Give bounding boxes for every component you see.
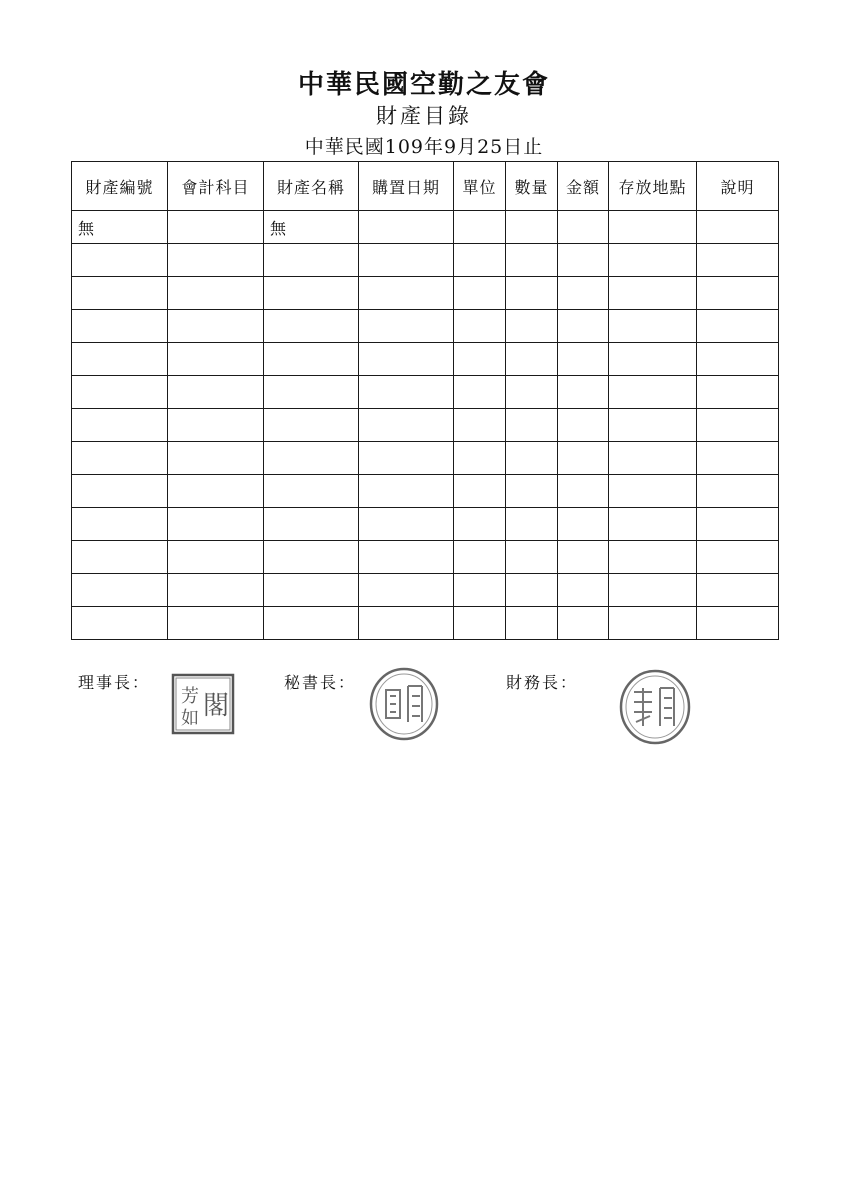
- cell-account-item: [168, 541, 264, 574]
- cell-purchase-date: [359, 211, 454, 244]
- table-row: [72, 409, 779, 442]
- column-header-purchase-date: 購置日期: [359, 162, 454, 211]
- cell-account-item: [168, 607, 264, 640]
- cell-unit: [454, 442, 506, 475]
- cell-storage-location: [609, 244, 697, 277]
- cell-account-item: [168, 508, 264, 541]
- document-title: 中華民國空勤之友會: [297, 70, 550, 100]
- table-row: [72, 442, 779, 475]
- treasurer-label: 財務長：: [506, 673, 579, 692]
- cell-description: [697, 409, 779, 442]
- property-ledger-table: [71, 161, 779, 640]
- cell-storage-location: [609, 508, 697, 541]
- cell-unit: [454, 376, 506, 409]
- cell-quantity: [506, 541, 558, 574]
- cell-unit: [454, 244, 506, 277]
- cell-property-number: [72, 574, 168, 607]
- cell-property-number: [72, 541, 168, 574]
- cell-purchase-date: [359, 376, 454, 409]
- cell-storage-location: [609, 541, 697, 574]
- cell-description: [697, 211, 779, 244]
- document-dateline: 中華民國109年9月25日止: [304, 136, 544, 158]
- cell-purchase-date: [359, 244, 454, 277]
- cell-amount: [558, 541, 609, 574]
- cell-purchase-date: [359, 541, 454, 574]
- cell-account-item: [168, 211, 264, 244]
- cell-purchase-date: [359, 442, 454, 475]
- cell-amount: [558, 574, 609, 607]
- cell-account-item: [168, 376, 264, 409]
- cell-unit: [454, 541, 506, 574]
- cell-quantity: [506, 310, 558, 343]
- column-header-property-number: 財產編號: [72, 162, 168, 211]
- cell-property-name: [264, 574, 359, 607]
- column-header-unit: 單位: [454, 162, 506, 211]
- table-row: [72, 541, 779, 574]
- cell-description: [697, 310, 779, 343]
- cell-property-name: [264, 376, 359, 409]
- cell-storage-location: [609, 442, 697, 475]
- column-header-amount: 金額: [558, 162, 609, 211]
- cell-description: [697, 508, 779, 541]
- secretary-seal-ring: [371, 669, 437, 739]
- cell-property-name: [264, 343, 359, 376]
- cell-description: [697, 574, 779, 607]
- cell-storage-location: [609, 376, 697, 409]
- secretary-seal-inner-ring: [376, 674, 432, 734]
- cell-purchase-date: [359, 607, 454, 640]
- cell-property-name: [264, 607, 359, 640]
- cell-property-number: [72, 277, 168, 310]
- cell-account-item: [168, 343, 264, 376]
- cell-purchase-date: [359, 574, 454, 607]
- cell-description: [697, 541, 779, 574]
- header-row: [72, 162, 779, 211]
- cell-quantity: [506, 211, 558, 244]
- cell-unit: [454, 211, 506, 244]
- cell-description: [697, 475, 779, 508]
- table-row: [72, 574, 779, 607]
- cell-storage-location: [609, 409, 697, 442]
- cell-description: [697, 376, 779, 409]
- cell-property-number: 無: [72, 211, 168, 244]
- cell-property-number: [72, 376, 168, 409]
- cell-account-item: [168, 574, 264, 607]
- cell-purchase-date: [359, 343, 454, 376]
- cell-unit: [454, 607, 506, 640]
- table-row: [72, 376, 779, 409]
- cell-quantity: [506, 475, 558, 508]
- cell-quantity: [506, 574, 558, 607]
- column-header-account-item: 會計科目: [168, 162, 264, 211]
- treasurer-seal-ring: [621, 671, 689, 743]
- cell-property-name: [264, 277, 359, 310]
- cell-quantity: [506, 607, 558, 640]
- cell-property-number: [72, 409, 168, 442]
- table-row: [72, 211, 779, 244]
- cell-purchase-date: [359, 310, 454, 343]
- cell-account-item: [168, 277, 264, 310]
- cell-property-name: [264, 244, 359, 277]
- cell-purchase-date: [359, 277, 454, 310]
- secretary-label: 秘書長：: [284, 673, 357, 692]
- cell-quantity: [506, 376, 558, 409]
- cell-quantity: [506, 244, 558, 277]
- cell-amount: [558, 508, 609, 541]
- chairman-seal-glyph-1: 芳: [181, 686, 199, 707]
- cell-property-name: [264, 475, 359, 508]
- secretary-seal-glyphs: [386, 686, 422, 722]
- cell-property-name: [264, 310, 359, 343]
- cell-amount: [558, 442, 609, 475]
- cell-storage-location: [609, 310, 697, 343]
- cell-amount: [558, 409, 609, 442]
- cell-description: [697, 607, 779, 640]
- cell-purchase-date: [359, 475, 454, 508]
- column-header-description: 說明: [697, 162, 779, 211]
- cell-property-name: [264, 541, 359, 574]
- table-row: [72, 475, 779, 508]
- cell-property-number: [72, 508, 168, 541]
- treasurer-seal: [618, 668, 692, 746]
- chairman-seal: [170, 672, 236, 736]
- chairman-seal-glyph-2: 如: [181, 708, 199, 729]
- cell-storage-location: [609, 475, 697, 508]
- cell-quantity: [506, 508, 558, 541]
- cell-property-name: [264, 508, 359, 541]
- cell-unit: [454, 277, 506, 310]
- cell-account-item: [168, 442, 264, 475]
- ledger-body: [72, 211, 779, 640]
- cell-property-name: 無: [264, 211, 359, 244]
- cell-amount: [558, 211, 609, 244]
- table-row: [72, 244, 779, 277]
- cell-account-item: [168, 310, 264, 343]
- cell-property-name: [264, 442, 359, 475]
- cell-property-number: [72, 310, 168, 343]
- cell-amount: [558, 376, 609, 409]
- table-row: [72, 343, 779, 376]
- chairman-seal-glyph-3: 閣: [202, 691, 230, 721]
- cell-quantity: [506, 277, 558, 310]
- cell-amount: [558, 475, 609, 508]
- secretary-seal: [368, 666, 440, 742]
- cell-amount: [558, 310, 609, 343]
- cell-storage-location: [609, 211, 697, 244]
- chairman-label: 理事長：: [78, 673, 151, 692]
- cell-quantity: [506, 442, 558, 475]
- cell-property-number: [72, 343, 168, 376]
- cell-unit: [454, 508, 506, 541]
- cell-account-item: [168, 409, 264, 442]
- cell-account-item: [168, 475, 264, 508]
- cell-unit: [454, 409, 506, 442]
- cell-unit: [454, 574, 506, 607]
- cell-property-number: [72, 442, 168, 475]
- table-row: [72, 607, 779, 640]
- cell-quantity: [506, 409, 558, 442]
- cell-property-number: [72, 244, 168, 277]
- cell-purchase-date: [359, 409, 454, 442]
- cell-description: [697, 442, 779, 475]
- cell-purchase-date: [359, 508, 454, 541]
- cell-account-item: [168, 244, 264, 277]
- treasurer-seal-inner-ring: [626, 676, 684, 738]
- cell-storage-location: [609, 343, 697, 376]
- column-header-property-name: 財產名稱: [264, 162, 359, 211]
- table-row: [72, 277, 779, 310]
- cell-quantity: [506, 343, 558, 376]
- cell-storage-location: [609, 607, 697, 640]
- cell-property-number: [72, 475, 168, 508]
- cell-amount: [558, 607, 609, 640]
- cell-unit: [454, 475, 506, 508]
- cell-description: [697, 244, 779, 277]
- cell-unit: [454, 343, 506, 376]
- cell-description: [697, 343, 779, 376]
- table-row: [72, 508, 779, 541]
- document-subtitle: 財產目錄: [376, 104, 472, 128]
- cell-amount: [558, 277, 609, 310]
- column-header-storage-location: 存放地點: [609, 162, 697, 211]
- table-row: [72, 310, 779, 343]
- cell-unit: [454, 310, 506, 343]
- cell-property-name: [264, 409, 359, 442]
- treasurer-seal-glyphs: [634, 688, 674, 726]
- cell-amount: [558, 343, 609, 376]
- cell-description: [697, 277, 779, 310]
- cell-amount: [558, 244, 609, 277]
- cell-storage-location: [609, 277, 697, 310]
- column-header-quantity: 數量: [506, 162, 558, 211]
- cell-property-number: [72, 607, 168, 640]
- cell-storage-location: [609, 574, 697, 607]
